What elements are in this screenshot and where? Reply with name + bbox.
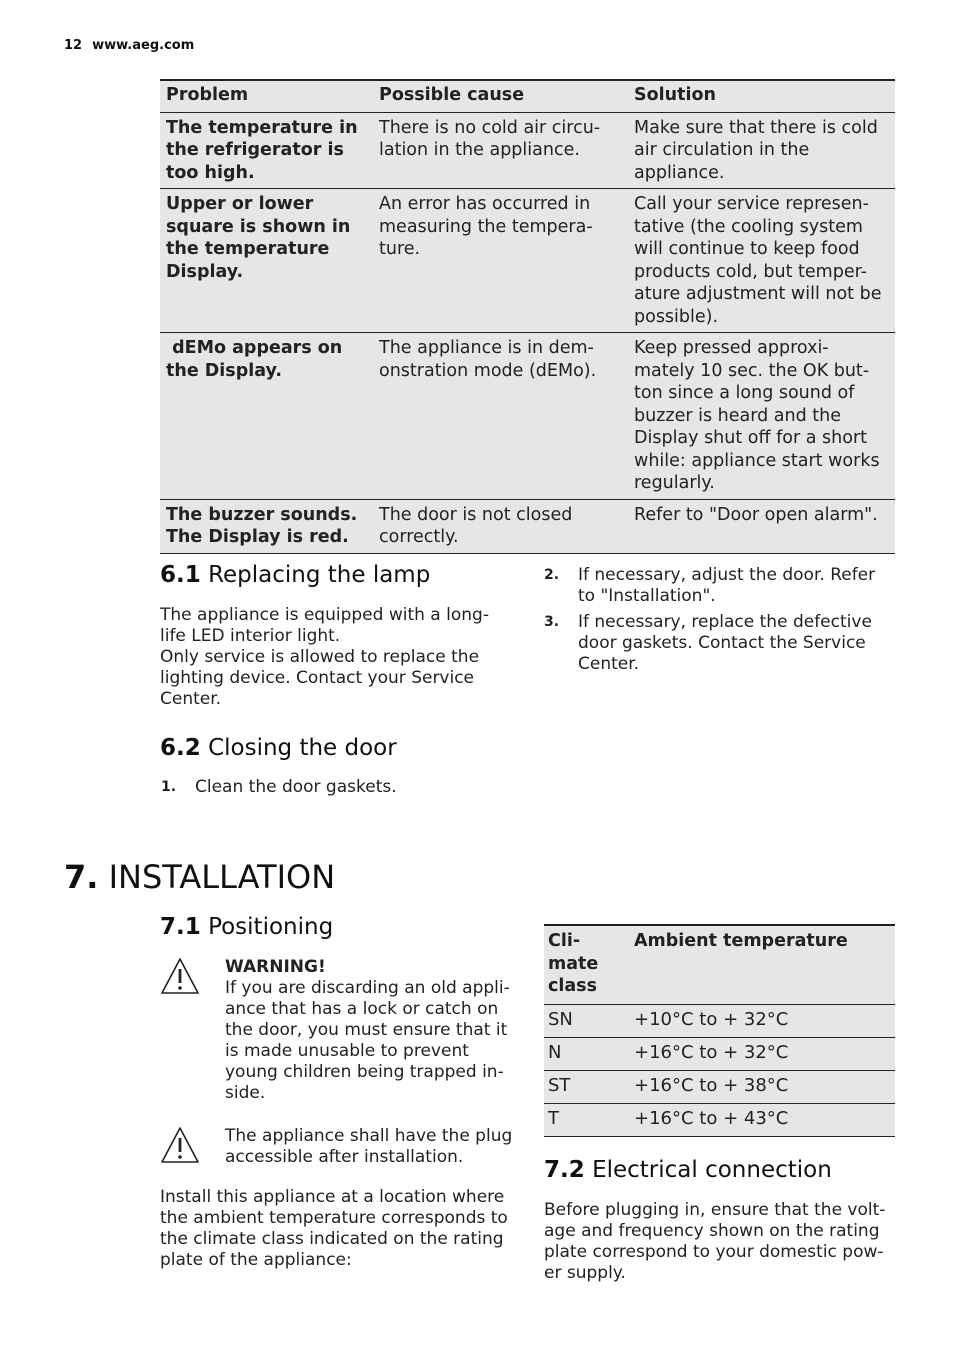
chapter-number: 7.: [64, 858, 99, 896]
column-header: [544, 925, 630, 1004]
temperature-cell: +16°C to + 38°C: [630, 1070, 895, 1103]
step-text: If necessary, replace the defective door gaskets. Contact the Service Center.: [578, 612, 872, 674]
problem-cell: The buzzer sounds. The Display is red.: [160, 499, 373, 553]
table-row: [160, 333, 895, 500]
warning-content: [225, 957, 517, 1104]
warning-triangle-icon: [160, 957, 200, 995]
electrical-paragraph: Before plugging in, ensure that the volt- age and frequency shown on the rating plate correspond to your domestic pow- er supply.: [544, 1200, 886, 1283]
table-row: [544, 1103, 895, 1136]
temperature-cell: +16°C to + 43°C: [630, 1103, 895, 1136]
section-heading-6-2: [160, 735, 397, 761]
column-header: Problem: [160, 80, 373, 112]
table-row: [544, 1070, 895, 1103]
solution-cell: Refer to "Door open alarm".: [628, 499, 895, 553]
section-heading-7-1: [160, 914, 333, 940]
problem-cell: Upper or lower square is shown in the temperature Display.: [160, 189, 373, 333]
page-number: 12: [64, 38, 83, 53]
cause-cell: An error has occurred in measuring the tempera- ture.: [373, 189, 628, 333]
table-row: [160, 189, 895, 333]
section-number: 7.1: [160, 914, 201, 940]
column-header: Ambient temperature: [630, 925, 895, 1004]
warning-triangle-icon: [160, 1126, 200, 1164]
step-number: 3.: [544, 614, 560, 630]
column-header-text: Cli- mate class: [548, 931, 599, 996]
section-title: Replacing the lamp: [208, 562, 431, 588]
column-header: Possible cause: [373, 80, 628, 112]
table-header-row: [160, 80, 895, 112]
section-heading-7-2: [544, 1157, 832, 1183]
list-item: [544, 612, 894, 678]
website-url: www.aeg.com: [92, 38, 195, 53]
solution-cell: Keep pressed approxi- mately 10 sec. the OK but- ton since a long sound of buzzer is heard and the Display shut off for a short while: appliance start works regularly.: [628, 333, 895, 500]
climate-class-cell: ST: [544, 1070, 630, 1103]
climate-class-cell: T: [544, 1103, 630, 1136]
solution-cell: Make sure that there is cold air circulation in the appliance.: [628, 112, 895, 189]
problem-cell: dEMo appears on the Display.: [160, 333, 373, 500]
section-number: 6.2: [160, 735, 201, 761]
section-title: Closing the door: [208, 735, 397, 761]
chapter-heading: [64, 858, 335, 896]
list-item: [161, 777, 501, 799]
list-item: [544, 565, 894, 609]
warning-block: [160, 957, 520, 1107]
temperature-cell: +16°C to + 32°C: [630, 1037, 895, 1070]
climate-class-table: [544, 924, 895, 1137]
table-header-row: [544, 925, 895, 1004]
step-text: Clean the door gaskets.: [195, 777, 397, 797]
lamp-paragraph: The appliance is equipped with a long- life LED interior light. Only service is allowed to replace the lighting device. Contact your Service Center.: [160, 605, 489, 709]
problem-cell: The temperature in the refrigerator is too high.: [160, 112, 373, 189]
section-title: Positioning: [208, 914, 334, 940]
warning-text: If you are discarding an old appli- ance that has a lock or catch on the door, you must ensure that it is made unusable to prevent young children being trapped in- side.: [225, 978, 510, 1103]
column-header: Solution: [628, 80, 895, 112]
note-block: [160, 1126, 520, 1176]
climate-class-cell: N: [544, 1037, 630, 1070]
temperature-cell: +10°C to + 32°C: [630, 1004, 895, 1037]
section-heading-6-1: [160, 562, 430, 588]
table-row: [544, 1004, 895, 1037]
step-text: If necessary, adjust the door. Refer to "Installation".: [578, 565, 876, 606]
table-row: [544, 1037, 895, 1070]
section-number: 7.2: [544, 1157, 585, 1183]
climate-class-cell: SN: [544, 1004, 630, 1037]
step-number: 1.: [161, 779, 177, 795]
section-title: Electrical connection: [592, 1157, 832, 1183]
chapter-title: INSTALLATION: [108, 858, 336, 896]
cause-cell: The appliance is in dem- onstration mode (dEMo).: [373, 333, 628, 500]
note-text: The appliance shall have the plug accessible after installation.: [225, 1126, 513, 1167]
cause-cell: The door is not closed correctly.: [373, 499, 628, 553]
page-header: [64, 38, 194, 53]
cause-cell: There is no cold air circu- lation in the appliance.: [373, 112, 628, 189]
table-row: [160, 499, 895, 553]
positioning-paragraph: Install this appliance at a location where the ambient temperature corresponds to the climate class indicated on the rating plate of the appliance:: [160, 1187, 508, 1270]
solution-cell: Call your service represen- tative (the cooling system will continue to keep food products cold, but temper- ature adjustment will not be possible).: [628, 189, 895, 333]
troubleshooting-table: [160, 79, 895, 554]
step-number: 2.: [544, 567, 560, 583]
warning-label: WARNING!: [225, 957, 326, 977]
table-row: [160, 112, 895, 189]
section-number: 6.1: [160, 562, 201, 588]
